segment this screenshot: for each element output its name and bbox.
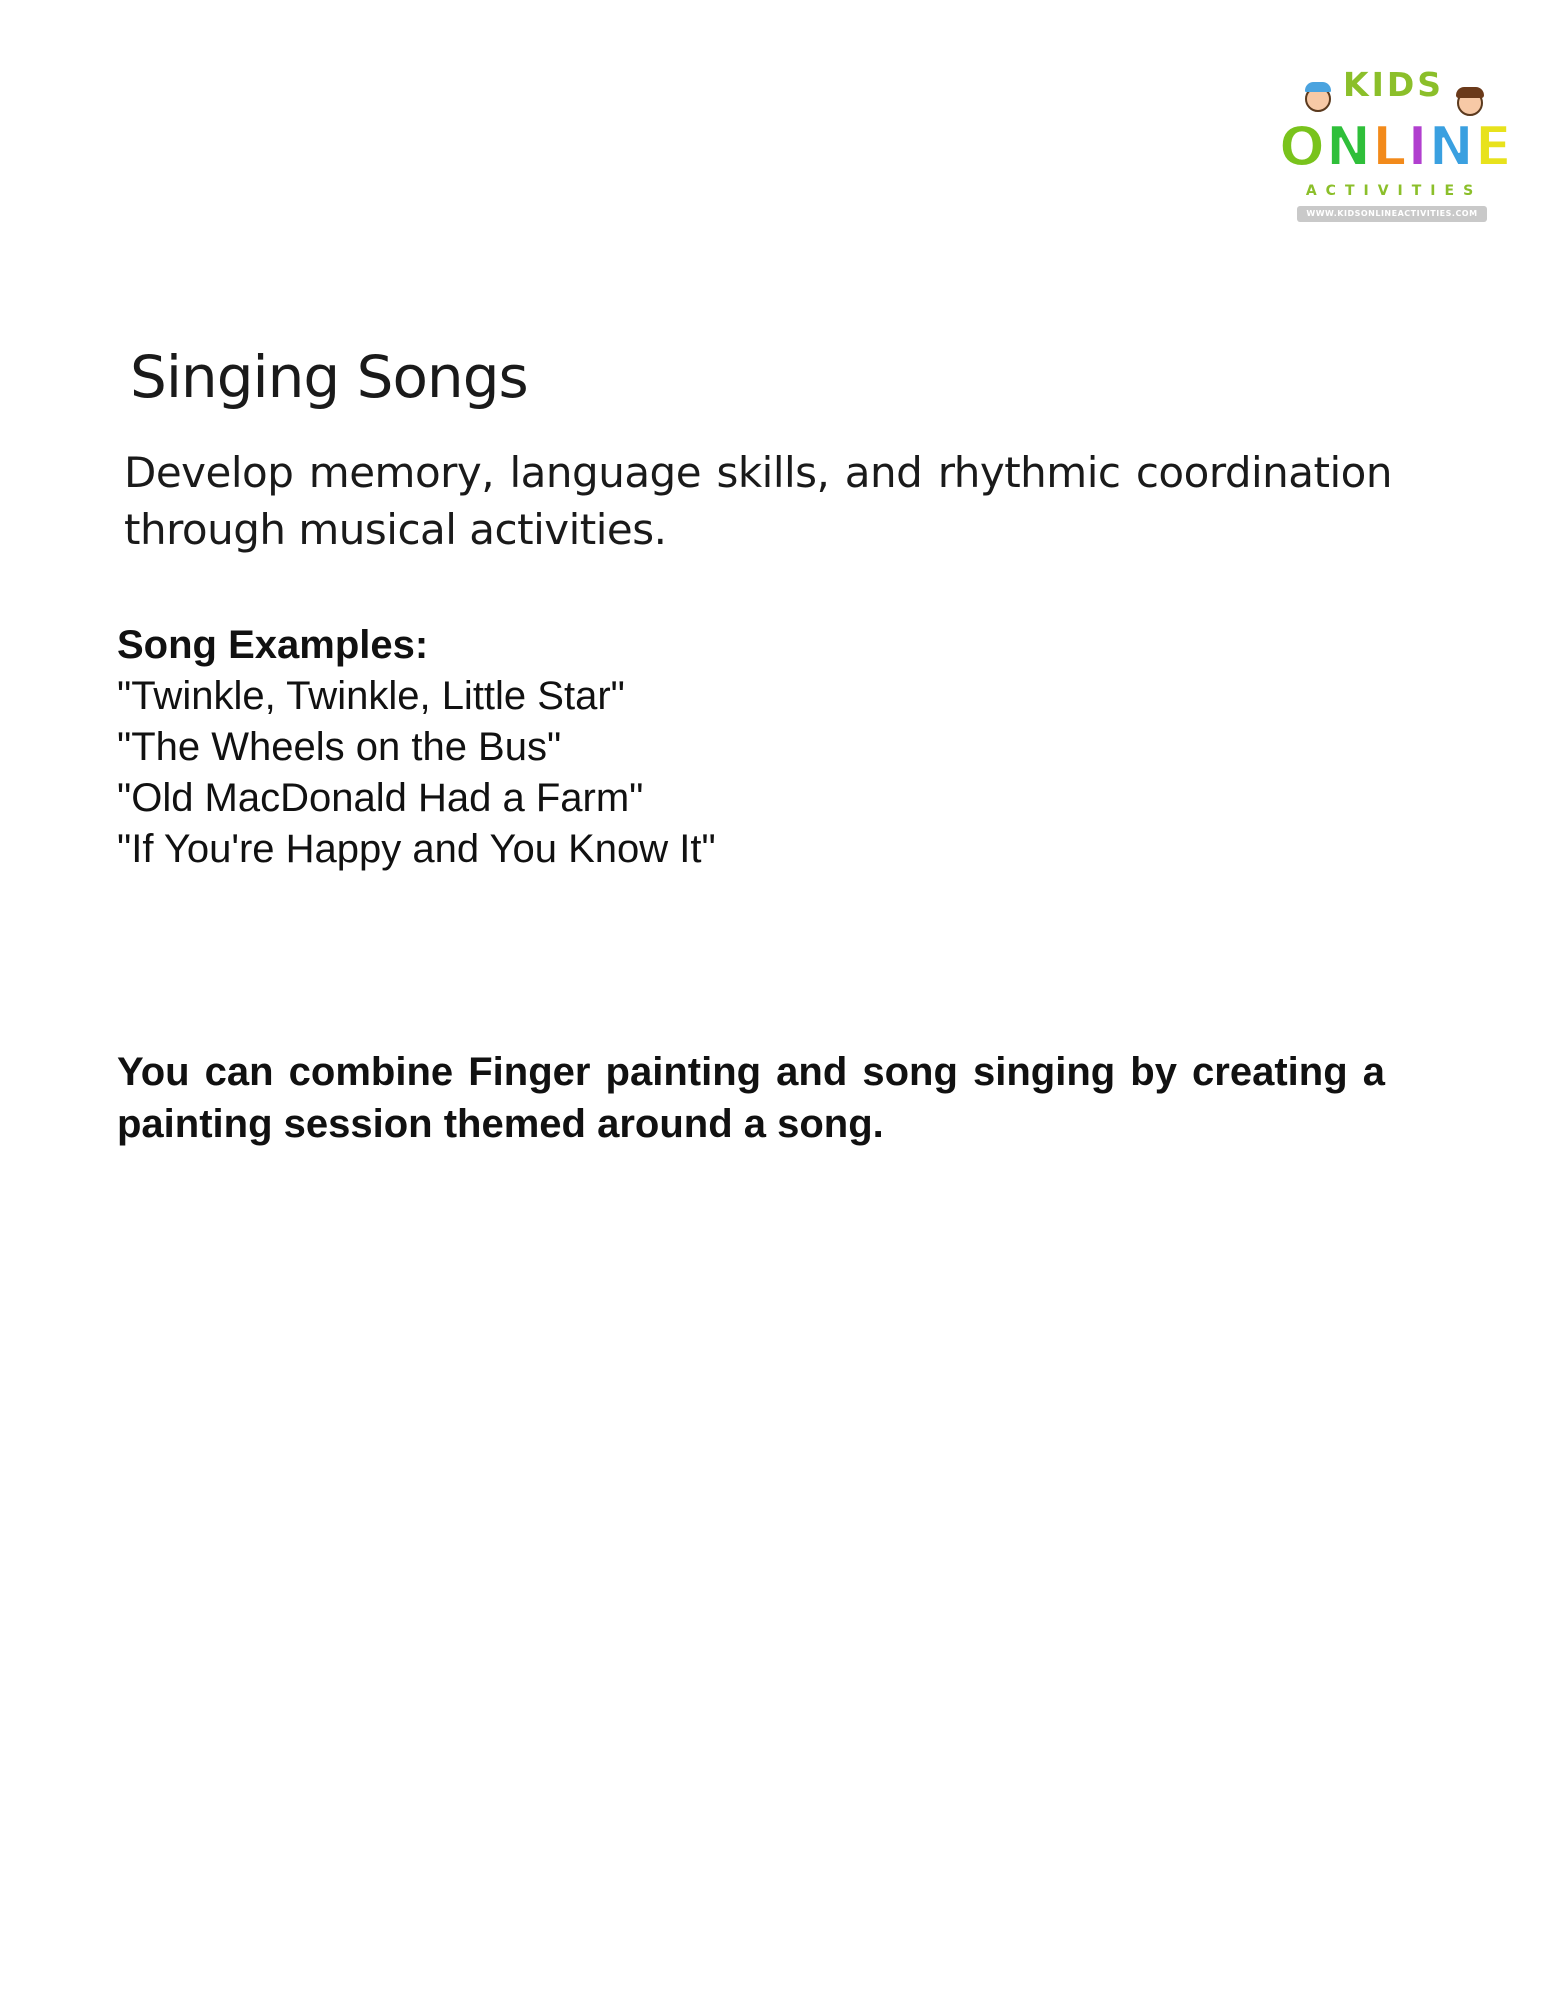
logo-kids-text: KIDS xyxy=(1343,65,1445,104)
logo-url-text: WWW.KIDSONLINEACTIVITIES.COM xyxy=(1297,206,1487,222)
kids-online-activities-logo xyxy=(1275,65,1513,238)
logo-activities-text: ACTIVITIES xyxy=(1305,183,1483,199)
song-item: "Old MacDonald Had a Farm" xyxy=(117,776,644,820)
song-list xyxy=(117,671,716,875)
boy-face-icon xyxy=(1305,86,1331,112)
page-title: Singing Songs xyxy=(130,343,528,411)
combine-tip-paragraph: You can combine Finger painting and song singing by creating a painting session themed around a song. xyxy=(117,1050,1385,1146)
song-item: "If You're Happy and You Know It" xyxy=(117,827,716,871)
song-item: "Twinkle, Twinkle, Little Star" xyxy=(117,674,625,718)
girl-face-icon xyxy=(1457,90,1483,116)
song-examples-heading: Song Examples: xyxy=(117,623,429,667)
song-item: "The Wheels on the Bus" xyxy=(117,725,562,769)
song-examples-section xyxy=(117,620,716,875)
intro-paragraph: Develop memory, language skills, and rhythmic coordination through musical activities. xyxy=(124,448,1392,554)
logo-online-text: ONLINE xyxy=(1279,115,1513,178)
